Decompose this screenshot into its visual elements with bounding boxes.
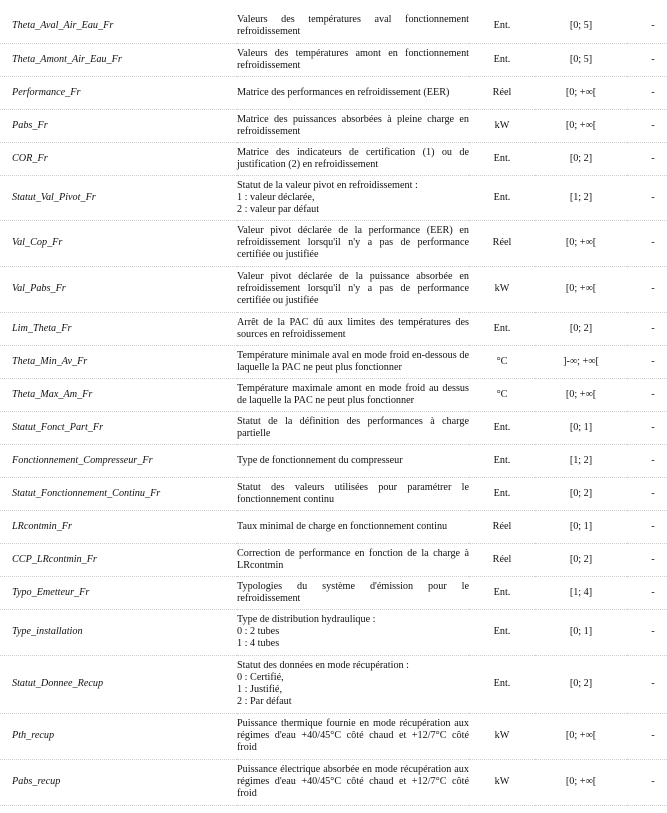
parameter-name: Theta_Amont_Air_Eau_Fr <box>12 53 122 65</box>
parameter-name-cell <box>0 713 237 759</box>
parameter-name: Pth_recup <box>12 730 55 741</box>
parameter-extra-cell <box>627 220 667 266</box>
table-row <box>0 609 667 655</box>
parameter-interval-cell <box>535 220 627 266</box>
parameter-description-cell <box>237 10 469 43</box>
parameter-unit-cell <box>469 345 535 378</box>
parameter-extra: - <box>651 421 655 433</box>
parameter-extra-cell <box>627 713 667 759</box>
parameter-description-cell <box>237 411 469 444</box>
parameter-extra-cell <box>627 43 667 76</box>
parameter-description: Statut de la valeur pivot en refroidissement : 1 : valeur déclarée, 2 : valeur par défaut <box>237 179 418 215</box>
parameter-unit: Ent. <box>493 487 511 499</box>
parameter-unit-cell <box>469 444 535 477</box>
parameter-unit-cell <box>469 576 535 609</box>
parameter-description-cell <box>237 266 469 312</box>
parameter-interval: [0; +∞[ <box>565 283 597 294</box>
parameter-unit-cell <box>469 378 535 411</box>
parameter-name: CCP_LRcontmin_Fr <box>12 553 97 565</box>
parameter-interval: [0; 1] <box>569 421 593 433</box>
parameter-extra-cell <box>627 543 667 576</box>
parameter-description-cell <box>237 109 469 142</box>
parameter-unit-cell <box>469 655 535 713</box>
parameter-interval-cell <box>535 444 627 477</box>
parameter-extra-cell <box>627 142 667 175</box>
table-row <box>0 142 667 175</box>
parameter-description-cell <box>237 444 469 477</box>
parameter-description-cell <box>237 345 469 378</box>
table-row <box>0 378 667 411</box>
parameter-table <box>0 10 667 806</box>
table-row <box>0 175 667 220</box>
parameter-description: Statut des données en mode récupération : 0 : Certifié, 1 : Justifié, 2 : Par défaut <box>237 660 410 707</box>
parameter-interval: [0; 5] <box>569 53 593 65</box>
table-row <box>0 477 667 510</box>
parameter-unit-cell <box>469 713 535 759</box>
parameter-extra: - <box>651 152 655 164</box>
parameter-description-cell <box>237 713 469 759</box>
parameter-extra: - <box>651 586 655 598</box>
parameter-extra-cell <box>627 10 667 43</box>
parameter-interval-cell <box>535 759 627 805</box>
parameter-extra: - <box>651 730 655 741</box>
parameter-interval-cell <box>535 543 627 576</box>
parameter-interval-cell <box>535 655 627 713</box>
parameter-interval: [0; +∞[ <box>565 776 597 787</box>
parameter-description: Puissance électrique absorbée en mode récupération aux régimes d'eau +40/45°C côté chaud et +12/7°C côté froid <box>237 764 469 799</box>
parameter-name: Typo_Emetteur_Fr <box>12 586 90 598</box>
table-row <box>0 109 667 142</box>
parameter-unit-cell <box>469 543 535 576</box>
parameter-name-cell <box>0 609 237 655</box>
parameter-interval: [0; 2] <box>569 487 593 499</box>
parameter-unit-cell <box>469 477 535 510</box>
parameter-name: Theta_Max_Am_Fr <box>12 388 93 400</box>
parameter-unit-cell <box>469 759 535 805</box>
parameter-unit: kW <box>494 283 510 294</box>
parameter-unit-cell <box>469 142 535 175</box>
table-row <box>0 444 667 477</box>
parameter-name: Val_Cop_Fr <box>12 237 63 248</box>
parameter-name: Val_Pabs_Fr <box>12 283 66 294</box>
parameter-interval-cell <box>535 109 627 142</box>
parameter-description: Puissance thermique fournie en mode récupération aux régimes d'eau +40/45°C côté chaud et +12/7°C côté froid <box>237 718 469 753</box>
parameter-interval: [0; +∞[ <box>565 730 597 741</box>
parameter-description-cell <box>237 312 469 345</box>
parameter-unit: Ent. <box>493 152 511 164</box>
parameter-unit-cell <box>469 266 535 312</box>
parameter-name-cell <box>0 10 237 43</box>
table-row <box>0 713 667 759</box>
parameter-interval-cell <box>535 378 627 411</box>
table-row <box>0 655 667 713</box>
parameter-description: Typologies du système d'émission pour le refroidissement <box>237 580 469 604</box>
parameter-name-cell <box>0 378 237 411</box>
parameter-unit: Ent. <box>493 322 511 334</box>
parameter-unit: °C <box>496 355 508 367</box>
parameter-extra-cell <box>627 477 667 510</box>
parameter-name-cell <box>0 109 237 142</box>
parameter-interval-cell <box>535 312 627 345</box>
table-row <box>0 345 667 378</box>
parameter-interval: [0; 1] <box>569 626 593 637</box>
parameter-extra: - <box>651 283 655 294</box>
parameter-interval: [0; 2] <box>569 553 593 565</box>
parameter-name: Fonctionnement_Compresseur_Fr <box>12 454 153 466</box>
parameter-extra: - <box>651 553 655 565</box>
parameter-name-cell <box>0 576 237 609</box>
parameter-unit: kW <box>494 119 510 131</box>
parameter-interval: [1; 2] <box>569 191 593 203</box>
parameter-unit-cell <box>469 76 535 109</box>
parameter-description: Taux minimal de charge en fonctionnement continu <box>237 520 448 532</box>
parameter-description: Valeur pivot déclarée de la performance (EER) en refroidissement lorsqu'il n'y a pas de performance certifiée ou justifiée <box>237 225 469 260</box>
parameter-extra: - <box>651 678 655 689</box>
parameter-description-cell <box>237 76 469 109</box>
parameter-interval-cell <box>535 713 627 759</box>
parameter-interval: [0; 5] <box>569 20 593 32</box>
table-row <box>0 543 667 576</box>
parameter-name: Pabs_recup <box>12 776 61 787</box>
table-row <box>0 76 667 109</box>
table-row <box>0 312 667 345</box>
parameter-name: Performance_Fr <box>12 86 81 98</box>
parameter-extra-cell <box>627 411 667 444</box>
parameter-name: Type_installation <box>12 626 83 637</box>
parameter-description-cell <box>237 142 469 175</box>
parameter-unit: Ent. <box>493 421 511 433</box>
parameter-unit-cell <box>469 510 535 543</box>
parameter-interval: [1; 2] <box>569 454 593 466</box>
parameter-extra: - <box>651 454 655 466</box>
parameter-extra: - <box>651 388 655 400</box>
parameter-name: COR_Fr <box>12 152 48 164</box>
parameter-extra-cell <box>627 378 667 411</box>
parameter-description-cell <box>237 543 469 576</box>
table-row <box>0 759 667 805</box>
parameter-unit-cell <box>469 220 535 266</box>
table-row <box>0 220 667 266</box>
parameter-name: Statut_Val_Pivot_Fr <box>12 191 96 203</box>
parameter-extra-cell <box>627 655 667 713</box>
parameter-unit: Ent. <box>493 191 511 203</box>
parameter-unit-cell <box>469 312 535 345</box>
parameter-extra: - <box>651 20 655 32</box>
parameter-interval-cell <box>535 142 627 175</box>
parameter-extra: - <box>651 322 655 334</box>
parameter-extra-cell <box>627 76 667 109</box>
parameter-description-cell <box>237 43 469 76</box>
parameter-name: LRcontmin_Fr <box>12 520 72 532</box>
parameter-extra: - <box>651 53 655 65</box>
parameter-name: Pabs_Fr <box>12 119 48 131</box>
parameter-description-cell <box>237 477 469 510</box>
parameter-name-cell <box>0 411 237 444</box>
parameter-unit: Ent. <box>493 53 511 65</box>
parameter-name: Statut_Donnee_Recup <box>12 678 104 689</box>
parameter-name-cell <box>0 543 237 576</box>
parameter-unit: Ent. <box>493 626 511 637</box>
parameter-description-cell <box>237 759 469 805</box>
parameter-interval-cell <box>535 609 627 655</box>
parameter-name-cell <box>0 477 237 510</box>
table-row <box>0 10 667 43</box>
parameter-interval: [0; +∞[ <box>565 119 597 131</box>
parameter-interval-cell <box>535 411 627 444</box>
parameter-name-cell <box>0 510 237 543</box>
parameter-description: Statut des valeurs utilisées pour paramétrer le fonctionnement continu <box>237 481 469 505</box>
parameter-unit-cell <box>469 609 535 655</box>
parameter-interval: [0; +∞[ <box>565 86 597 98</box>
parameter-extra: - <box>651 237 655 248</box>
parameter-interval-cell <box>535 510 627 543</box>
parameter-extra-cell <box>627 345 667 378</box>
parameter-description: Valeurs des températures amont en fonctionnement refroidissement <box>237 47 469 71</box>
parameter-extra-cell <box>627 510 667 543</box>
table-row <box>0 43 667 76</box>
parameter-unit: Ent. <box>493 678 511 689</box>
parameter-description: Matrice des performances en refroidissement (EER) <box>237 86 450 98</box>
table-row <box>0 411 667 444</box>
parameter-name-cell <box>0 76 237 109</box>
parameter-interval: [0; +∞[ <box>565 388 597 400</box>
parameter-description-cell <box>237 220 469 266</box>
parameter-extra: - <box>651 776 655 787</box>
parameter-name: Statut_Fonct_Part_Fr <box>12 421 104 433</box>
parameter-extra-cell <box>627 266 667 312</box>
parameter-description-cell <box>237 609 469 655</box>
parameter-name: Lim_Theta_Fr <box>12 322 72 334</box>
parameter-extra: - <box>651 626 655 637</box>
parameter-name-cell <box>0 345 237 378</box>
parameter-description-cell <box>237 576 469 609</box>
parameter-description: Valeur pivot déclarée de la puissance absorbée en refroidissement lorsqu'il n'y a pas de performance certifiée ou justifiée <box>237 271 469 306</box>
parameter-name-cell <box>0 266 237 312</box>
parameter-interval: [0; 2] <box>569 152 593 164</box>
parameter-description: Correction de performance en fonction de la charge à LRcontmin <box>237 547 469 571</box>
parameter-interval-cell <box>535 576 627 609</box>
parameter-name-cell <box>0 444 237 477</box>
parameter-unit-cell <box>469 109 535 142</box>
parameter-interval: ]-∞; +∞[ <box>563 355 599 367</box>
parameter-unit: °C <box>496 388 508 400</box>
parameter-description: Type de fonctionnement du compresseur <box>237 454 403 466</box>
parameter-unit: Ent. <box>493 20 511 32</box>
parameter-extra-cell <box>627 444 667 477</box>
parameter-name-cell <box>0 655 237 713</box>
table-row <box>0 576 667 609</box>
parameter-name: Theta_Aval_Air_Eau_Fr <box>12 20 114 32</box>
parameter-interval: [0; +∞[ <box>565 237 597 248</box>
parameter-unit: kW <box>494 730 510 741</box>
parameter-unit: Réel <box>492 237 512 248</box>
parameter-interval: [1; 4] <box>569 586 593 598</box>
parameter-interval-cell <box>535 43 627 76</box>
parameter-extra-cell <box>627 109 667 142</box>
parameter-description: Arrêt de la PAC dû aux limites des températures des sources en refroidissement <box>237 316 469 340</box>
parameter-name-cell <box>0 142 237 175</box>
parameter-description: Statut de la définition des performances à charge partielle <box>237 415 469 439</box>
parameter-extra-cell <box>627 576 667 609</box>
parameter-unit: Ent. <box>493 454 511 466</box>
table-row <box>0 266 667 312</box>
table-body <box>0 10 667 805</box>
parameter-extra: - <box>651 86 655 98</box>
parameter-description: Matrice des indicateurs de certification (1) ou de justification (2) en refroidissement <box>237 146 469 170</box>
parameter-interval-cell <box>535 10 627 43</box>
parameter-description-cell <box>237 175 469 220</box>
parameter-extra-cell <box>627 759 667 805</box>
parameter-name-cell <box>0 312 237 345</box>
parameter-interval: [0; 2] <box>569 678 593 689</box>
parameter-name-cell <box>0 220 237 266</box>
parameter-description: Température maximale amont en mode froid au dessus de laquelle la PAC ne peut plus fonctionner <box>237 382 469 406</box>
parameter-interval-cell <box>535 345 627 378</box>
parameter-interval-cell <box>535 175 627 220</box>
parameter-description: Valeurs des températures aval fonctionnement refroidissement <box>237 14 469 38</box>
parameter-unit: Ent. <box>493 586 511 598</box>
parameter-unit-cell <box>469 10 535 43</box>
parameter-name-cell <box>0 759 237 805</box>
parameter-description-cell <box>237 510 469 543</box>
parameter-unit-cell <box>469 411 535 444</box>
parameter-extra: - <box>651 487 655 499</box>
parameter-name: Statut_Fonctionnement_Continu_Fr <box>12 487 161 499</box>
parameter-extra-cell <box>627 175 667 220</box>
parameter-interval: [0; 2] <box>569 322 593 334</box>
parameter-unit: Réel <box>492 86 512 98</box>
parameter-interval-cell <box>535 477 627 510</box>
parameter-unit-cell <box>469 175 535 220</box>
parameter-extra: - <box>651 355 655 367</box>
parameter-name-cell <box>0 43 237 76</box>
parameter-description: Matrice des puissances absorbées à pleine charge en refroidissement <box>237 113 469 137</box>
parameter-name-cell <box>0 175 237 220</box>
parameter-unit: Réel <box>492 520 512 532</box>
parameter-interval: [0; 1] <box>569 520 593 532</box>
parameter-extra: - <box>651 520 655 532</box>
parameter-unit: kW <box>494 776 510 787</box>
parameter-description-cell <box>237 378 469 411</box>
parameter-extra-cell <box>627 312 667 345</box>
parameter-description: Type de distribution hydraulique : 0 : 2 tubes 1 : 4 tubes <box>237 614 376 649</box>
parameter-extra-cell <box>627 609 667 655</box>
parameter-description-cell <box>237 655 469 713</box>
parameter-name: Theta_Min_Av_Fr <box>12 355 88 367</box>
parameter-extra: - <box>651 119 655 131</box>
parameter-description: Température minimale aval en mode froid en-dessous de laquelle la PAC ne peut plus fonctionner <box>237 349 469 373</box>
parameter-extra: - <box>651 191 655 203</box>
parameter-interval-cell <box>535 266 627 312</box>
table-row <box>0 510 667 543</box>
parameter-interval-cell <box>535 76 627 109</box>
parameter-unit-cell <box>469 43 535 76</box>
parameter-unit: Réel <box>492 553 512 565</box>
